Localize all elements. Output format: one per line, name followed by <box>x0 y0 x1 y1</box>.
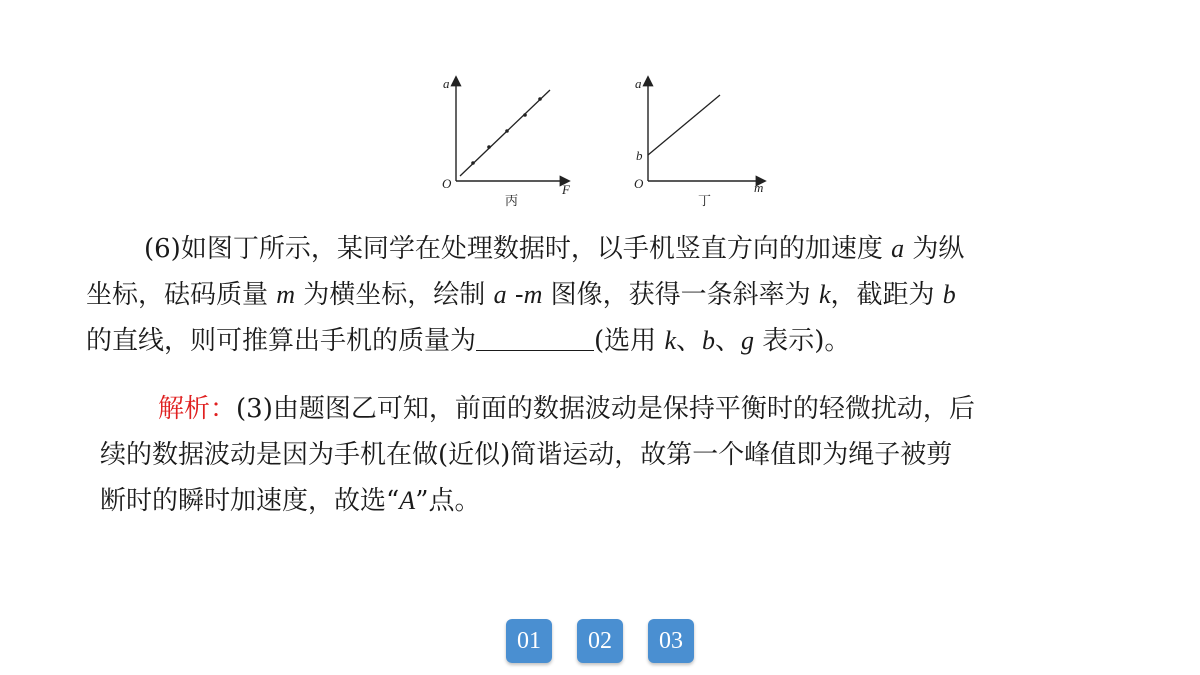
analysis <box>100 386 1090 524</box>
data-point <box>487 145 491 149</box>
analysis-line: 解析：(3)由题图乙可知，前面的数据波动是保持平衡时的轻微扰动，后 <box>158 394 975 424</box>
analysis-label: 解析： <box>158 394 237 424</box>
question-line: 坐标，砝码质量 m 为横坐标，绘制 a -m 图像，获得一条斜率为 k，截距为 b <box>86 280 956 310</box>
data-point <box>471 161 475 165</box>
data-point <box>538 97 542 101</box>
origin-label: O <box>442 176 452 191</box>
fit-line <box>648 95 720 155</box>
origin-label: O <box>634 176 644 191</box>
graph-ding <box>634 76 764 209</box>
figures <box>430 70 790 215</box>
data-point <box>523 113 527 117</box>
figure-caption: 丁 <box>698 194 712 209</box>
nav-button-02[interactable]: 02 <box>577 619 623 663</box>
question-line: 的直线，则可推算出手机的质量为 (选用 k、b、g 表示)。 <box>86 318 1086 364</box>
analysis-line: 续的数据波动是因为手机在做(近似)简谐运动，故第一个峰值即为绳子被剪 <box>100 440 953 470</box>
figures-svg <box>430 70 790 215</box>
y-axis-label: a <box>443 76 450 91</box>
y-axis-label: a <box>635 76 642 91</box>
answer-blank[interactable] <box>476 320 594 351</box>
analysis-line: 断时的瞬时加速度，故选“A”点。 <box>100 486 481 516</box>
nav-button-01[interactable]: 01 <box>506 619 552 663</box>
x-axis-label: F <box>562 182 570 197</box>
graph-bing <box>442 76 571 209</box>
data-point <box>505 129 509 133</box>
page-nav <box>0 619 1200 665</box>
x-axis-label: m <box>754 180 764 195</box>
question-6 <box>86 226 1086 364</box>
nav-button-03[interactable]: 03 <box>648 619 694 663</box>
intercept-label: b <box>636 148 643 163</box>
question-line: (6)如图丁所示，某同学在处理数据时，以手机竖直方向的加速度 a 为纵 <box>144 234 965 264</box>
figure-caption: 丙 <box>505 194 519 209</box>
